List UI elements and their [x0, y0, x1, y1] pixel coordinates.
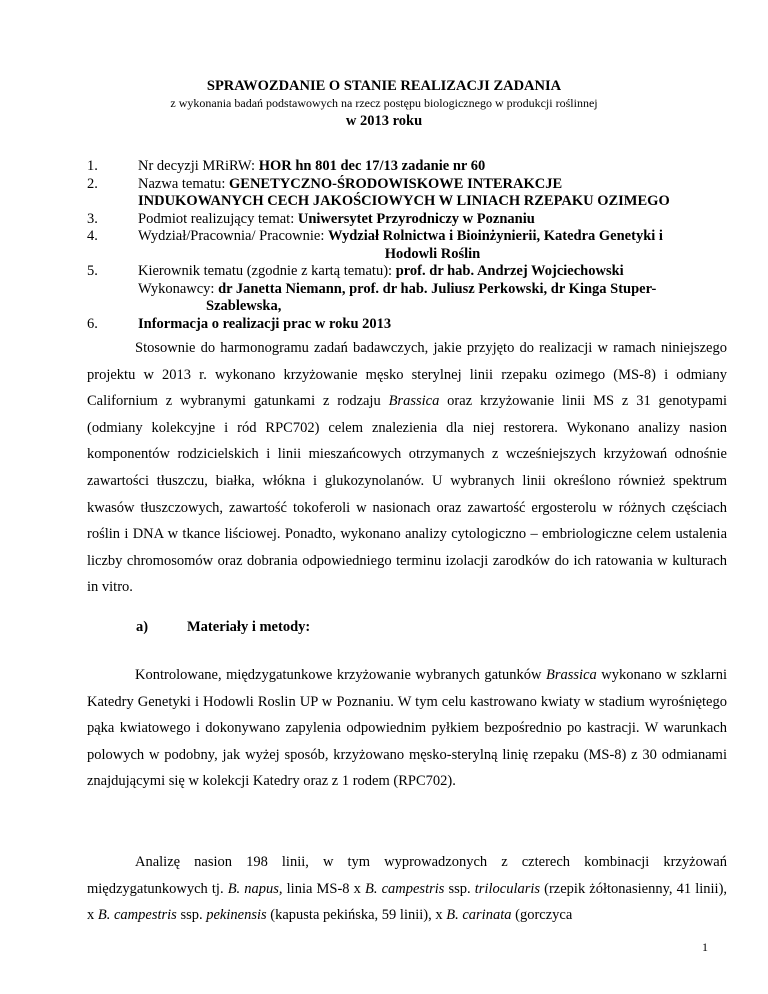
list-item: 5. Kierownik tematu (zgodnie z kartą tematu): prof. dr hab. Andrzej Wojciechowski Wykonawcy: dr Janetta Niemann, prof. dr hab. Juliusz Perkowski, dr Kinga Stuper- Szablewska, [87, 263, 657, 314]
list-item: 2. Nazwa tematu: GENETYCZNO-ŚRODOWISKOWE INTERAKCJE INDUKOWANYCH CECH JAKOŚCIOWYCH W LINIACH RZEPAKU OZIMEGO [87, 175, 670, 209]
paragraph-analysis: Analizę nasion 198 linii, w tym wyprowadzonych z czterech kombinacji krzyżowań międzygatunkowych tj. B. napus, linia MS-8 x B. campestris ssp. trilocularis (rzepik żółtonasienny, 41 linii), x B. campestris ssp. pekinensis (kapusta pekińska, 59 linii), x B. carinata (gorczyca [87, 854, 728, 924]
list-item: 4. Wydział/Pracownia/ Pracownie: Wydział Rolnictwa i Bioinżynierii, Katedra Genetyki i Hodowli Roślin [87, 228, 663, 262]
page-number: 1 [702, 940, 708, 954]
section-heading: a) Materiały i metody: [136, 619, 311, 635]
paragraph-intro: Stosownie do harmonogramu zadań badawczych, jakie przyjęto do realizacji w ramach niniejszego projektu w 2013 r. wykonano krzyżowanie męsko sterylnej linii rzepaku ozimego (MS-8) i odmiany Californium z wybranymi gatunkami z rodzaju Brassica oraz krzyżowanie linii MS z 31 genotypami (odmiany kolekcyjne i ród RPC702) celem znalezienia dla niej restorera. Wykonano analizy nasion komponentów rodzicielskich i linii mieszańcowych otrzymanych z wcześniejszych krzyżowań odnośnie zawartości tłuszczu, białka, włókna i glukozynolanów. U wybranych linii określono również spektrum kwasów tłuszczowych, zawartość tokoferoli w nasionach oraz zawartość ergosterolu w różnych częściach roślin i DNA w tkance liściowej. Ponadto, wykonano analizy cytologiczno – embriologiczne celem ustalenia liczby chromosomów oraz dobrania odpowiedniego terminu izolacji zarodków do ich ratowania w kulturach in vitro. [87, 340, 727, 596]
list-item: 6. Informacja o realizacji prac w roku 2013 [87, 315, 392, 332]
list-item: 3. Podmiot realizujący temat: Uniwersytet Przyrodniczy w Poznaniu [87, 210, 535, 227]
info-list [87, 158, 727, 333]
list-item: 1. Nr decyzji MRiRW: HOR hn 801 dec 17/13 zadanie nr 60 [87, 158, 486, 174]
document-year: w 2013 roku [345, 113, 423, 129]
paragraph-methods: Kontrolowane, międzygatunkowe krzyżowanie wybranych gatunków Brassica wykonano w szklarni Katedry Genetyki i Hodowli Roslin UP w Poznaniu. W tym celu kastrowano kwiaty w stadium wyrośniętego pąka kwiatowego i dokonywano zapylenia odpowiednim pyłkiem bezpośrednio po kastracji. W warunkach polowych w podobny, jak wyżej sposób, krzyżowano męsko-sterylną linię rzepaku (MS-8) z 30 odmianami znajdującymi się w kolekcji Katedry oraz z 1 rodem (RPC702). [87, 667, 727, 790]
document-title: SPRAWOZDANIE O STANIE REALIZACJI ZADANIA [206, 78, 562, 94]
document-subtitle: z wykonania badań podstawowych na rzecz postępu biologicznego w produkcji roślinnej [170, 96, 598, 110]
